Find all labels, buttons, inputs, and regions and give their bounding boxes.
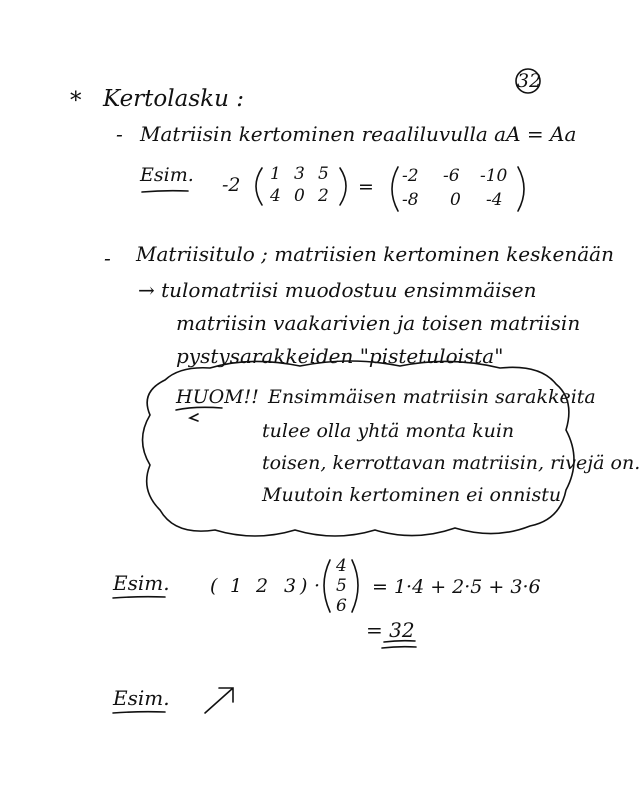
example-label-1: Esim.: [140, 164, 194, 186]
scalar-value: -2: [222, 174, 241, 196]
note-label-mark: [190, 414, 198, 421]
result-double-underline-2: [382, 647, 416, 648]
dot-product-result: = 32: [366, 618, 415, 642]
matrix-a-cell: 3: [294, 164, 305, 184]
column-vector-left-paren: [324, 560, 330, 612]
note-line: Ensimmäisen matriisin sarakkeita: [268, 386, 596, 408]
matrix-result-cell: -8: [402, 190, 419, 210]
example-label-3: Esim.: [113, 686, 170, 710]
heading-title: Kertolasku :: [103, 86, 244, 112]
note-line: toisen, kerrottavan matriisin, rivejä on.: [262, 452, 640, 474]
row-vector-paren: (: [210, 575, 218, 597]
row-vector-cell: 1: [230, 575, 243, 597]
heading-bullet: *: [70, 88, 82, 114]
row-vector-paren: ): [300, 575, 308, 597]
matrix-result-right-paren: [518, 167, 524, 211]
matrix-a-cell: 4: [270, 186, 281, 206]
column-vector-cell: 5: [336, 576, 347, 596]
matrix-a-cell: 0: [294, 186, 305, 206]
scalar-dash: -: [116, 122, 123, 146]
product-dash: -: [104, 246, 111, 270]
note-line: tulee olla yhtä monta kuin: [262, 420, 515, 442]
matrix-a-right-paren: [340, 168, 346, 205]
row-vector-cell: 2: [256, 575, 269, 597]
example-label-2: Esim.: [113, 571, 170, 595]
matrix-result-cell: -2: [402, 166, 419, 186]
note-label: HUOM!!: [176, 386, 259, 408]
product-line-4: pystysarakkeiden "pistetuloista": [176, 344, 504, 368]
matrix-a-cell: 2: [318, 186, 329, 206]
column-vector-right-paren: [352, 560, 358, 612]
product-dot: ·: [314, 575, 321, 597]
matrix-result-cell: 0: [450, 190, 461, 210]
scalar-rule-text: Matriisin kertominen reaaliluvulla aA = Aa: [140, 122, 577, 146]
column-vector-cell: 6: [336, 596, 347, 616]
example-underline-1: [142, 191, 188, 192]
note-line: Muutoin kertominen ei onnistu: [262, 484, 562, 506]
matrix-result-cell: -4: [486, 190, 503, 210]
product-line-2: → tulomatriisi muodostuu ensimmäisen: [138, 278, 537, 302]
matrix-result-left-paren: [392, 167, 398, 211]
column-vector-cell: 4: [336, 556, 347, 576]
page-number: 32: [517, 70, 542, 92]
matrix-a-cell: 1: [270, 164, 281, 184]
matrix-result-cell: -6: [443, 166, 460, 186]
matrix-a-left-paren: [256, 168, 262, 205]
row-vector-cell: 3: [284, 575, 297, 597]
matrix-a-cell: 5: [318, 164, 329, 184]
dot-product-expression: = 1·4 + 2·5 + 3·6: [372, 576, 541, 598]
arrow-icon: [205, 688, 233, 713]
product-line-3: matriisin vaakarivien ja toisen matriisin: [176, 311, 581, 335]
scalar-equals: =: [358, 176, 374, 198]
example-underline-3: [113, 712, 165, 713]
example-underline-2: [113, 597, 165, 598]
matrix-result-cell: -10: [480, 166, 508, 186]
product-line-1: Matriisitulo ; matriisien kertominen keskenään: [136, 242, 614, 266]
